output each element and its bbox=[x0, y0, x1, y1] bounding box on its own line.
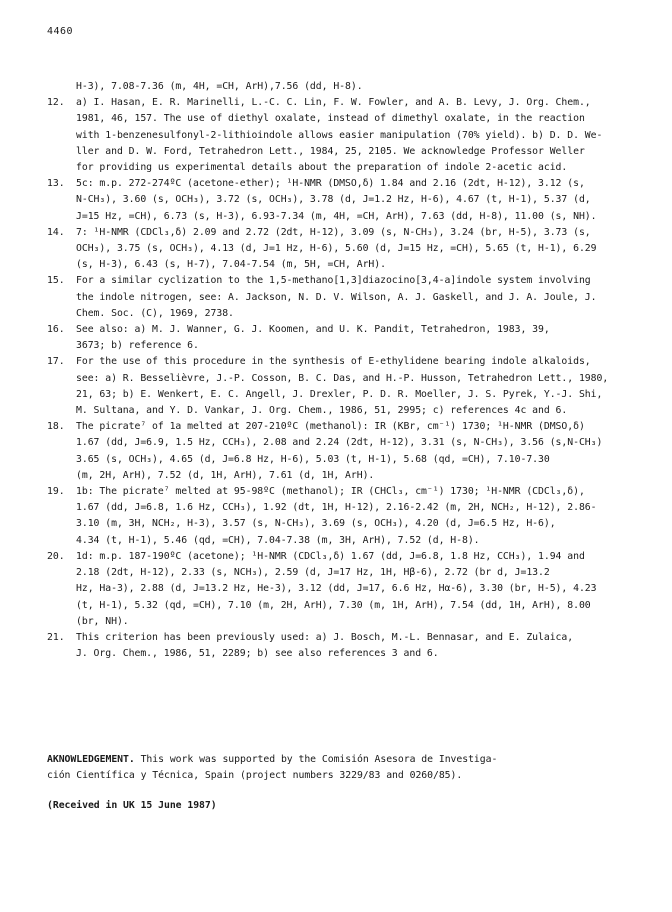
notes-container bbox=[47, 95, 633, 662]
note-line: OCH₃), 3.75 (s, OCH₃), 4.13 (d, J=1 Hz, H-6), 5.60 (d, J=15 Hz, =CH), 5.65 (t, H-1), 6.29 bbox=[76, 243, 597, 255]
acknowledgement-heading: AKNOWLEDGEMENT. bbox=[47, 754, 135, 765]
note-line: For the use of this procedure in the synthesis of E-ethylidene bearing indole alkaloids, bbox=[76, 356, 591, 368]
reference-note bbox=[47, 354, 633, 419]
note-number: 21. bbox=[47, 631, 65, 643]
note-line: Hz, Ha-3), 2.88 (d, J=13.2 Hz, He-3), 3.12 (dd, J=17, 6.6 Hz, Hα-6), 3.30 (br, H-5), 4.23 bbox=[76, 583, 597, 595]
received-date: (Received in UK 15 June 1987) bbox=[47, 800, 217, 811]
note-line: 21, 63; b) E. Wenkert, E. C. Angell, J. Drexler, P. D. R. Moeller, J. S. Pyrek, Y.-J. Shi, bbox=[76, 388, 603, 400]
note-line: the indole nitrogen, see: A. Jackson, N. D. V. Wilson, A. J. Gaskell, and J. A. Joule, J. bbox=[76, 291, 597, 303]
note-line: 1.67 (dd, J=6.8, 1.6 Hz, CCH₃), 1.92 (dt, 1H, H-12), 2.16-2.42 (m, 2H, NCH₂, H-12), 2.86- bbox=[76, 502, 597, 514]
continued-note-line: H-3), 7.08-7.36 (m, 4H, =CH, ArH),7.56 (dd, H-8). bbox=[76, 81, 363, 92]
note-line: 1b: The picrate⁷ melted at 95-98ºC (methanol); IR (CHCl₃, cm⁻¹) 1730; ¹H-NMR (CDCl₃,δ), bbox=[76, 486, 585, 498]
note-line: Chem. Soc. (C), 1969, 2738. bbox=[76, 307, 234, 319]
note-line: This criterion has been previously used: a) J. Bosch, M.-L. Bennasar, and E. Zulaica, bbox=[76, 631, 574, 643]
note-line: 5c: m.p. 272-274ºC (acetone-ether); ¹H-NMR (DMSO,δ) 1.84 and 2.16 (2dt, H-12), 3.12 (s, bbox=[76, 178, 585, 190]
note-line: 2.18 (2dt, H-12), 2.33 (s, NCH₃), 2.59 (d, J=17 Hz, 1H, Hβ-6), 2.72 (br d, J=13.2 bbox=[76, 567, 550, 579]
acknowledgement-line-1 bbox=[47, 752, 633, 768]
note-number: 17. bbox=[47, 356, 65, 368]
references-list bbox=[47, 79, 633, 662]
note-number: 18. bbox=[47, 421, 65, 433]
note-line: (t, H-1), 5.32 (qd, =CH), 7.10 (m, 2H, ArH), 7.30 (m, 1H, ArH), 7.54 (dd, 1H, ArH), 8.00 bbox=[76, 599, 591, 611]
note-line: J=15 Hz, =CH), 6.73 (s, H-3), 6.93-7.34 (m, 4H, =CH, ArH), 7.63 (dd, H-8), 11.00 (s, NH). bbox=[76, 210, 597, 222]
note-number: 15. bbox=[47, 275, 65, 287]
acknowledgement-text-1: This work was supported by the Comisión Asesora de Investiga- bbox=[134, 754, 498, 765]
note-line: for providing us experimental details about the preparation of indole 2-acetic acid. bbox=[76, 162, 568, 174]
note-number: 13. bbox=[47, 178, 65, 190]
reference-note bbox=[47, 419, 633, 484]
note-line: The picrate⁷ of 1a melted at 207-210ºC (methanol): IR (KBr, cm⁻¹) 1730; ¹H-NMR (DMSO,δ) bbox=[76, 421, 585, 433]
note-line: 4.34 (t, H-1), 5.46 (qd, =CH), 7.04-7.38 (m, 3H, ArH), 7.52 (d, H-8). bbox=[76, 534, 480, 546]
note-number: 16. bbox=[47, 324, 65, 336]
note-number: 20. bbox=[47, 550, 65, 562]
reference-note bbox=[47, 630, 633, 662]
note-line: J. Org. Chem., 1986, 51, 2289; b) see also references 3 and 6. bbox=[76, 648, 439, 660]
note-line: (br, NH). bbox=[76, 615, 129, 627]
note-line: ller and D. W. Ford, Tetrahedron Lett., 1984, 25, 2105. We acknowledge Professor Weller bbox=[76, 145, 585, 157]
note-line: 3.10 (m, 3H, NCH₂, H-3), 3.57 (s, N-CH₃), 3.69 (s, OCH₃), 4.20 (d, J=6.5 Hz, H-6), bbox=[76, 518, 556, 530]
note-line: 7: ¹H-NMR (CDCl₃,δ) 2.09 and 2.72 (2dt, H-12), 3.09 (s, N-CH₃), 3.24 (br, H-5), 3.73 (s, bbox=[76, 226, 591, 238]
note-line: 1.67 (dd, J=6.9, 1.5 Hz, CCH₃), 2.08 and 2.24 (2dt, H-12), 3.31 (s, N-CH₃), 3.56 (s,N-CH₃) bbox=[76, 437, 603, 449]
reference-note bbox=[47, 95, 633, 176]
note-number: 12. bbox=[47, 97, 65, 109]
note-line: 3673; b) reference 6. bbox=[76, 340, 199, 352]
reference-note bbox=[47, 176, 633, 225]
note-line: 1d: m.p. 187-190ºC (acetone); ¹H-NMR (CDCl₃,δ) 1.67 (dd, J=6.8, 1.8 Hz, CCH₃), 1.94 and bbox=[76, 550, 585, 562]
note-line: For a similar cyclization to the 1,5-methano[1,3]diazocino[3,4-a]indole system involving bbox=[76, 275, 591, 287]
reference-note bbox=[47, 322, 633, 354]
acknowledgement-line-2: ción Científica y Técnica, Spain (project numbers 3229/83 and 0260/85). bbox=[47, 770, 463, 782]
reference-note bbox=[47, 273, 633, 322]
note-line: M. Sultana, and Y. D. Vankar, J. Org. Chem., 1986, 51, 2995; c) references 4c and 6. bbox=[76, 405, 568, 417]
note-line: See also: a) M. J. Wanner, G. J. Koomen, and U. K. Pandit, Tetrahedron, 1983, 39, bbox=[76, 324, 550, 336]
reference-note bbox=[47, 225, 633, 274]
page-number: 4460 bbox=[47, 26, 74, 37]
note-number: 19. bbox=[47, 486, 65, 498]
note-line: with 1-benzenesulfonyl-2-lithioindole allows easier manipulation (70% yield). b) D. D. We- bbox=[76, 129, 603, 141]
note-line: 1981, 46, 157. The use of diethyl oxalate, instead of dimethyl oxalate, in the reaction bbox=[76, 113, 585, 125]
note-line: a) I. Hasan, E. R. Marinelli, L.-C. C. Lin, F. W. Fowler, and A. B. Levy, J. Org. Chem., bbox=[76, 97, 591, 109]
note-line: N-CH₃), 3.60 (s, OCH₃), 3.72 (s, OCH₃), 3.78 (d, J=1.2 Hz, H-6), 4.67 (t, H-1), 5.37 (d, bbox=[76, 194, 591, 206]
acknowledgement bbox=[47, 752, 633, 784]
note-number: 14. bbox=[47, 226, 65, 238]
reference-note bbox=[47, 484, 633, 549]
note-line: (s, H-3), 6.43 (s, H-7), 7.04-7.54 (m, 5H, =CH, ArH). bbox=[76, 259, 386, 271]
note-line: 3.65 (s, OCH₃), 4.65 (d, J=6.8 Hz, H-6), 5.03 (t, H-1), 5.68 (qd, =CH), 7.10-7.30 bbox=[76, 453, 550, 465]
reference-note bbox=[47, 549, 633, 630]
note-line: see: a) R. Besselièvre, J.-P. Cosson, B. C. Das, and H.-P. Husson, Tetrahedron Lett., 1980, bbox=[76, 372, 609, 384]
note-line: (m, 2H, ArH), 7.52 (d, 1H, ArH), 7.61 (d, 1H, ArH). bbox=[76, 469, 375, 481]
